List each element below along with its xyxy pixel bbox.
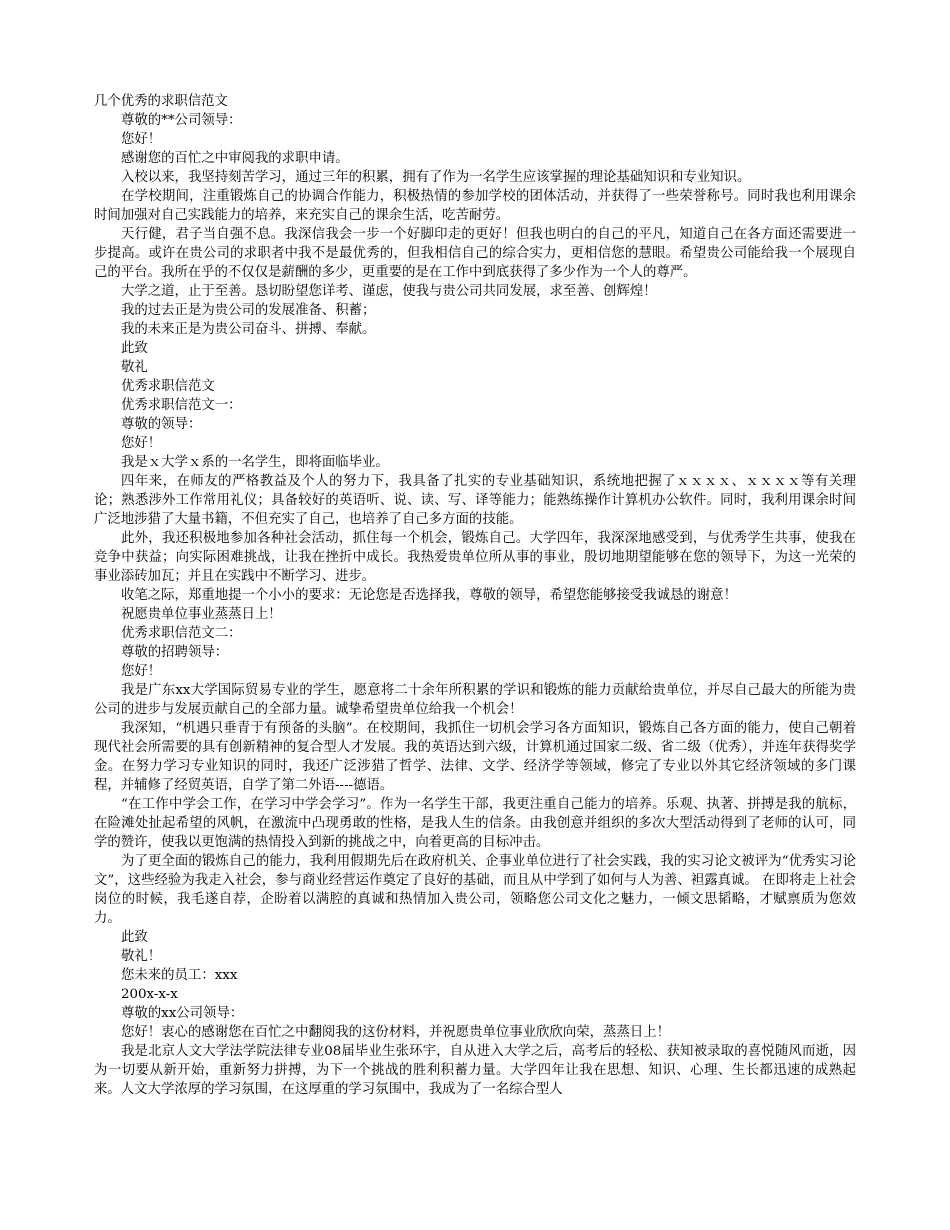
paragraph: 优秀求职信范文一： <box>121 398 242 413</box>
paragraph: 收笔之际，郑重地提一个小小的要求：无论您是否选择我，尊敬的领导，希望您能够接受我诚恳的谢意！ <box>121 588 737 603</box>
paragraph: 为了更全面的锻炼自己的能力，我利用假期先后在政府机关、企事业单位进行了社会实践，我的实习论文被评为“优秀实习论文”，这些经验为我走入社会，参与商业经营运作奠定了良好的基础，而且从中学到了如何与人为善、袒露真诚。 在即将走上社会岗位的时候，我毛遂自荐，企盼着以满腔的真诚和热情加入贵公司，领略您公司文化之魅力，一倾文思韬略，才赋禀质为您效力。 <box>94 854 856 926</box>
paragraph: 我是ｘ大学ｘ系的一名学生，即将面临毕业。 <box>121 455 389 470</box>
paragraph: 我的过去正是为贵公司的发展准备、积蓄； <box>121 303 376 318</box>
paragraph: 您好！ <box>121 664 162 679</box>
paragraph: 四年来，在师友的严格教益及个人的努力下，我具备了扎实的专业基础知识，系统地把握了ｘｘｘｘ、ｘｘｘｘ等有关理论；熟悉涉外工作常用礼仪；具备较好的英语听、说、读、写、译等能力；能熟练操作计算机办公软件。同时，我利用课余时间广泛地涉猎了大量书籍，不但充实了自己，也培养了自己多方面的技能。 <box>94 474 856 527</box>
paragraph: 您好！衷心的感谢您在百忙之中翻阅我的这份材料，并祝愿贵单位事业欣欣向荣，蒸蒸日上！ <box>121 1025 671 1040</box>
paragraph: 我深知，“机遇只垂青于有预备的头脑”。在校期间，我抓住一切机会学习各方面知识，锻炼自己各方面的能力，使自己朝着现代社会所需要的具有创新精神的复合型人才发展。我的英语达到六级，计算机通过国家二级、省二级（优秀），并连年获得奖学金。在努力学习专业知识的同时，我还广泛涉猎了哲学、法律、文学、经济学等领域，修完了专业以外其它经济领域的多门课程，并辅修了经贸英语，自学了第二外语----德语。 <box>94 721 856 793</box>
paragraph: 我的未来正是为贵公司奋斗、拼搏、奉献。 <box>121 322 376 337</box>
paragraph: “在工作中学会工作，在学习中学会学习”。作为一名学生干部，我更注重自己能力的培养。乐观、执著、拼搏是我的航标，在险滩处扯起希望的风帆，在激流中凸现勇敢的性格，是我人生的信条。由我创意并组织的多次大型活动得到了老师的认可，同学的赞许，使我以更饱满的热情投入到新的挑战之中，向着更高的目标冲击。 <box>94 797 856 850</box>
paragraph: 敬礼！ <box>121 949 162 964</box>
paragraph: 此致 <box>121 341 148 356</box>
paragraph: 此外，我还积极地参加各种社会活动，抓住每一个机会，锻炼自己。大学四年，我深深地感受到，与优秀学生共事，使我在竞争中获益；向实际困难挑战，让我在挫折中成长。我热爱贵单位所从事的事业，殷切地期望能够在您的领导下，为这一光荣的事业添砖加瓦；并且在实践中不断学习、进步。 <box>94 531 856 584</box>
paragraph: 您好！ <box>121 132 162 147</box>
paragraph: 祝愿贵单位事业蒸蒸日上！ <box>121 607 282 622</box>
paragraph: 入校以来，我坚持刻苦学习，通过三年的积累，拥有了作为一名学生应该掌握的理论基础知识和专业知识。 <box>121 170 751 185</box>
paragraph: 尊敬的**公司领导： <box>121 113 242 128</box>
paragraph: 尊敬的xx公司领导： <box>121 1006 244 1021</box>
paragraph: 优秀求职信范文二： <box>121 626 242 641</box>
paragraph: 此致 <box>121 930 148 945</box>
paragraph: 感谢您的百忙之中审阅我的求职申请。 <box>121 151 349 166</box>
paragraph: 200x-x-x <box>121 987 178 1002</box>
paragraph: 敬礼 <box>121 360 148 375</box>
paragraph: 您未来的员工：xxx <box>121 968 238 983</box>
document-title: 几个优秀的求职信范文 <box>94 94 228 109</box>
paragraph: 尊敬的招聘领导： <box>121 645 229 660</box>
paragraph: 我是北京人文大学法学院法律专业08届毕业生张环宇，自从进入大学之后，高考后的轻松、获知被录取的喜悦随风而逝，因为一切要从新开始，重新努力拼搏，为下一个挑战的胜利积蓄力量。大学四年让我在思想、知识、心理、生长都迅速的成熟起来。人文大学浓厚的学习氛围，在这厚重的学习氛围中，我成为了一名综合型人 <box>94 1044 856 1097</box>
paragraph: 天行健，君子当自强不息。我深信我会一步一个好脚印走的更好！但我也明白的自己的平凡，知道自己在各方面还需要进一步提高。或许在贵公司的求职者中我不是最优秀的，但我相信自己的综合实力，更相信您的慧眼。希望贵公司能给我一个展现自己的平台。我所在乎的不仅仅是薪酬的多少，更重要的是在工作中到底获得了多少作为一个人的尊严。 <box>94 227 856 280</box>
paragraph: 您好！ <box>121 436 162 451</box>
paragraph: 在学校期间，注重锻炼自己的协调合作能力，积极热情的参加学校的团体活动，并获得了一些荣誉称号。同时我也利用课余时间加强对自己实践能力的培养，来充实自己的课余生活，吃苦耐劳。 <box>94 189 856 223</box>
paragraph: 大学之道，止于至善。恳切盼望您详考、谨虑，使我与贵公司共同发展，求至善、创辉煌！ <box>121 284 657 299</box>
paragraph: 我是广东xx大学国际贸易专业的学生，愿意将二十余年所积累的学识和锻炼的能力贡献给贵单位，并尽自己最大的所能为贵公司的进步与发展贡献自己的全部力量。诚挚希望贵单位给我一个机会！ <box>94 683 856 717</box>
paragraph: 尊敬的领导： <box>121 417 202 432</box>
document-body <box>94 111 856 1099</box>
paragraph: 优秀求职信范文 <box>121 379 215 394</box>
document-page <box>94 92 856 1099</box>
